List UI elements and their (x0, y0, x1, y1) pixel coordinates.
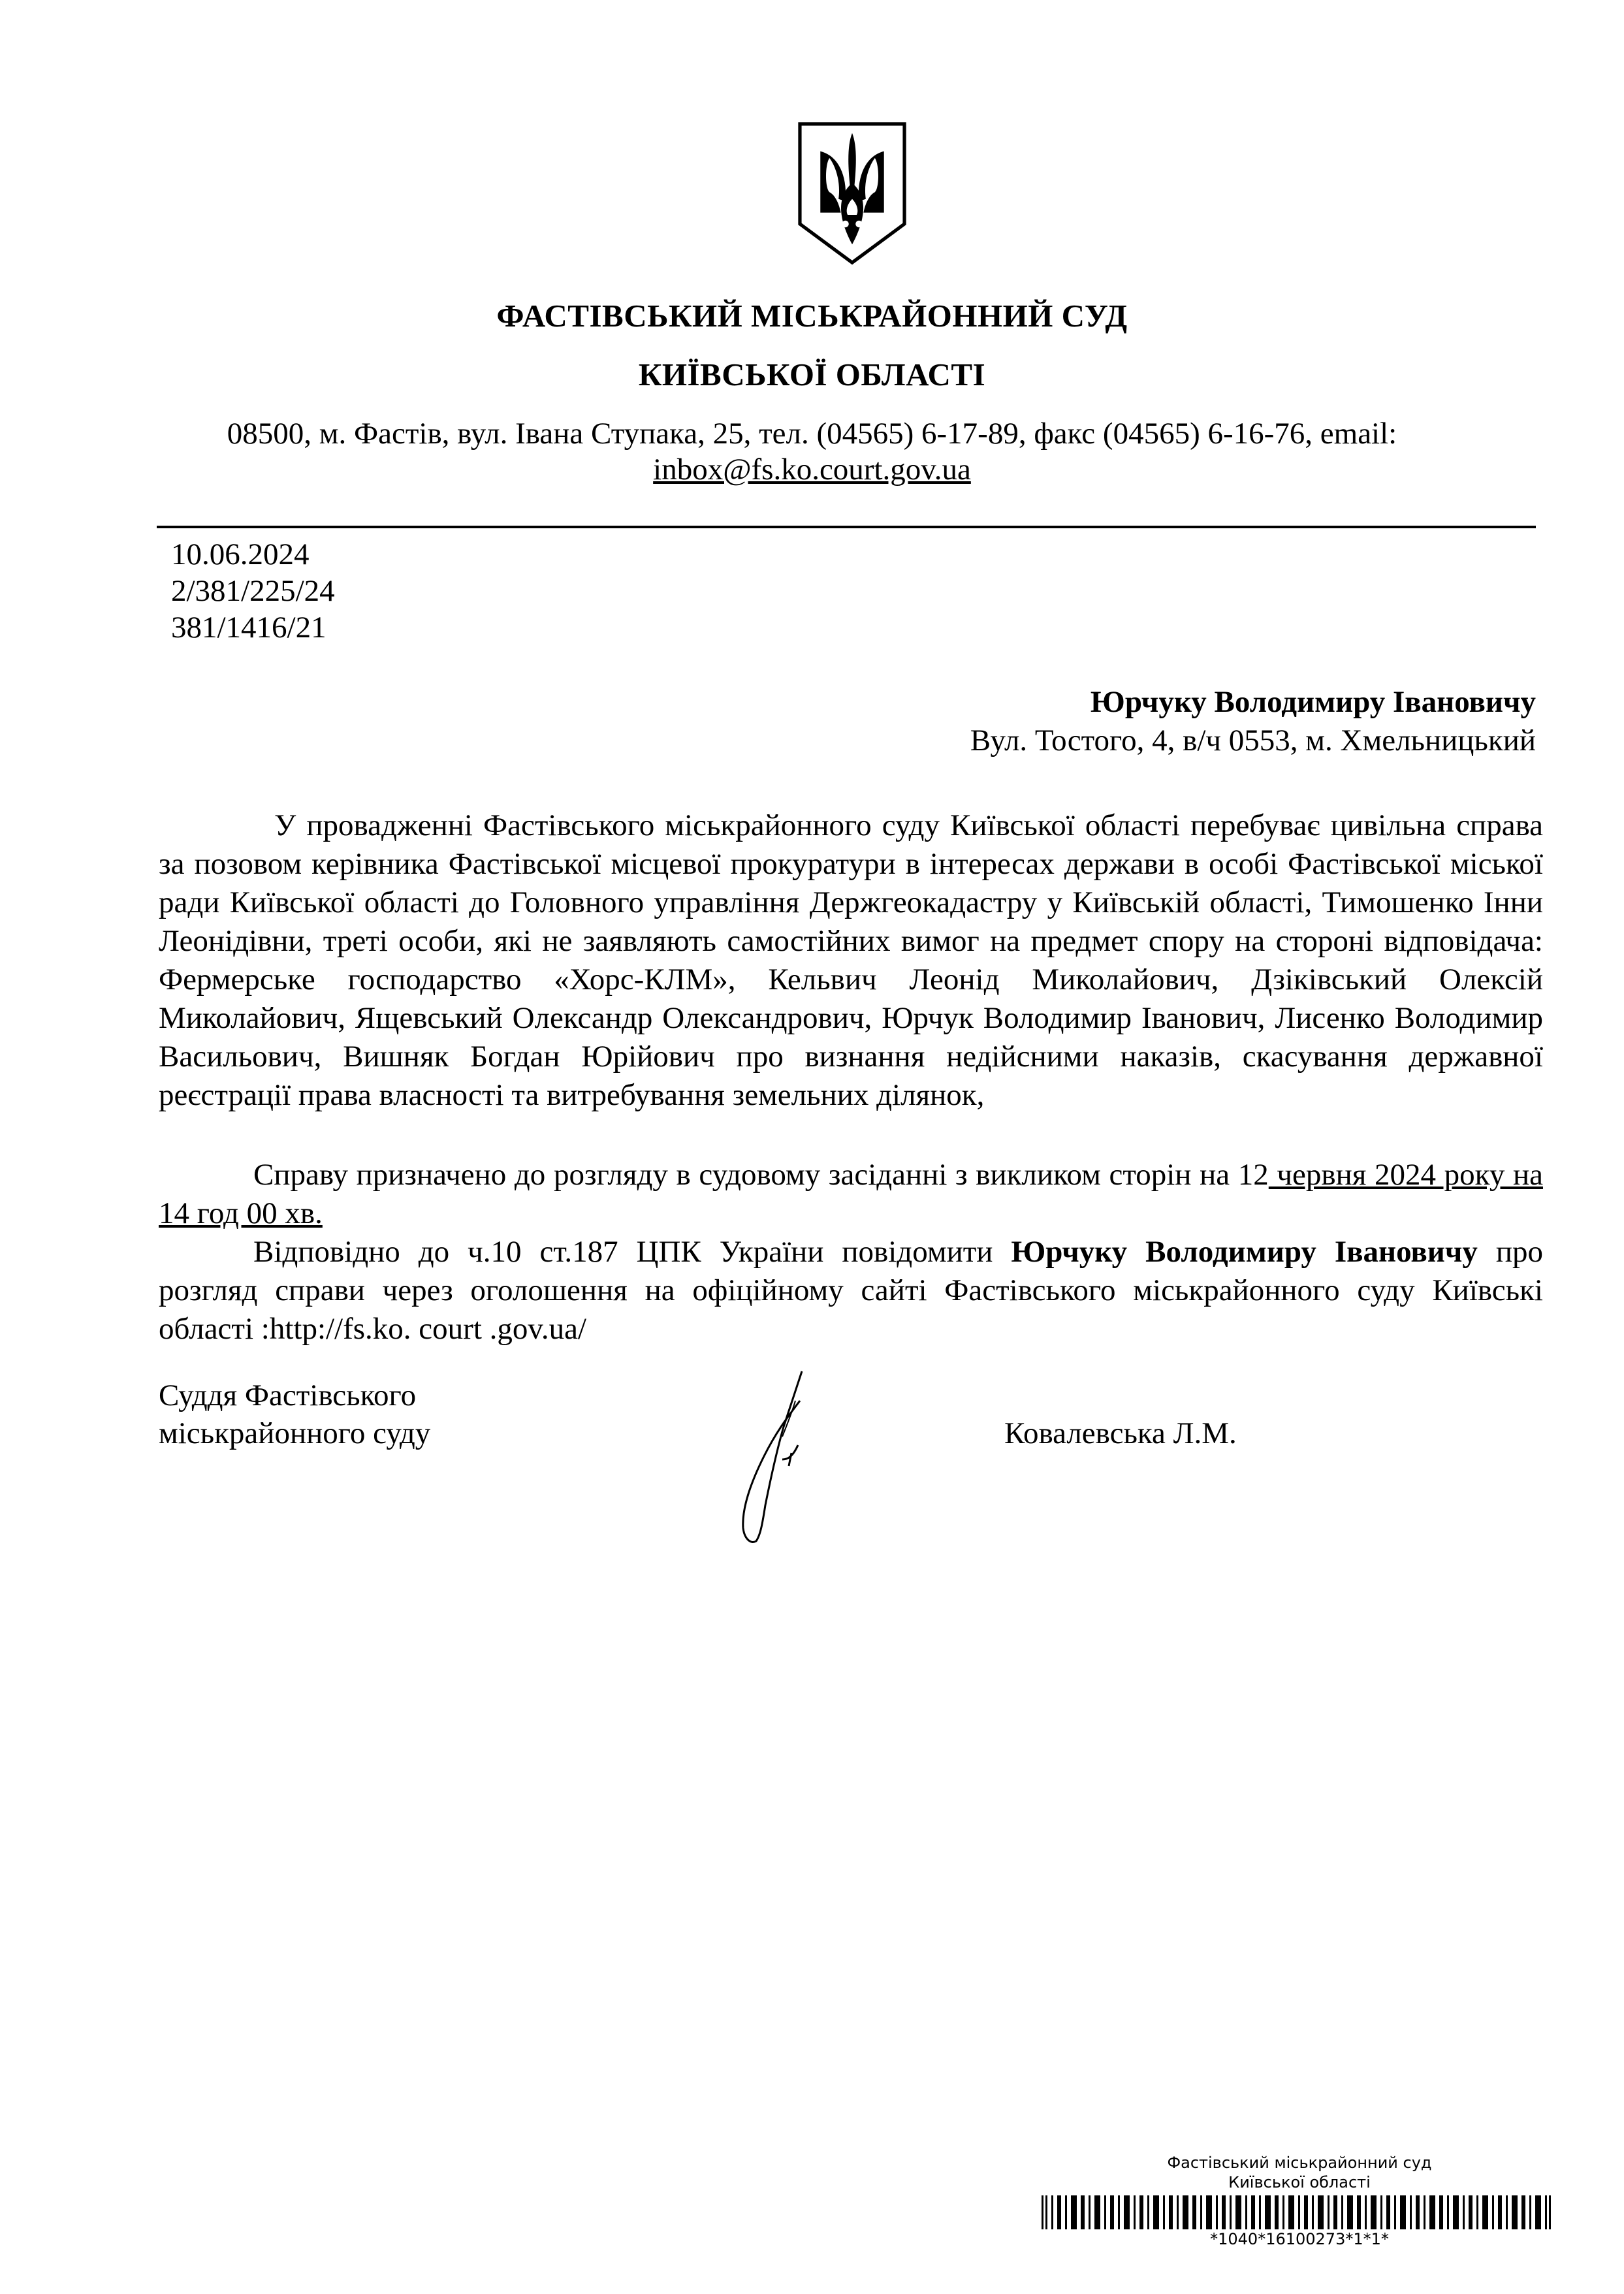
hearing-schedule-paragraph (159, 1156, 1543, 1233)
notification-text-end: про розгляд справи через оголошення на офіційному сайті Фастівського міськрайонного суду Київські області :http://fs.ko. court .gov.ua/ (159, 1235, 1543, 1346)
court-email-line (0, 452, 1624, 487)
case-description-paragraph: У провадженні Фастівського міськрайонного суду Київської області перебуває цивільна справа за позовом керівника Фастівської місцевої прокуратури в інтересах держави в особі Фастівської міської ради Київської області до Головного управління Держгеокадастру у Київській області, Тимошенко Інни Леонідівни, треті особи, які не заявляють самостійних вимог на предмет спору на стороні відповідача: Фермерське господарство «Хорс-КЛМ», Кельвич Леонід Миколайович, Дзіківський Олексій Миколайович, Ящевський Олександр Олександрович, Юрчук Володимир Іванович, Лисенко Володимир Васильович, Вишняк Богдан Юрійович про визнання недійсними наказів, скасування державної реєстрації права власності та витребування земельних ділянок, (159, 808, 1543, 1112)
stamp-region: Київської області (1228, 2173, 1371, 2191)
court-email-link[interactable]: inbox@fs.ko.court.gov.ua (653, 453, 971, 486)
header-divider (157, 526, 1536, 528)
hearing-text: Справу призначено до розгляду в судовому засіданні з викликом сторін на 12 (253, 1158, 1269, 1192)
recipient-address: Вул. Тостого, 4, в/ч 0553, м. Хмельницький (970, 724, 1536, 757)
barcode-number: *1040*16100273*1*1* (1210, 2230, 1389, 2248)
court-address: 08500, м. Фастів, вул. Івана Ступака, 25, тел. (04565) 6-17-89, факс (04565) 6-16-76, email: (227, 417, 1397, 451)
signature-icon (725, 1362, 823, 1551)
stamp-court-name: Фастівський міськрайонний суд (1167, 2154, 1432, 2172)
barcode-icon (1042, 2195, 1551, 2229)
judge-position-line1: Суддя Фастівського (159, 1378, 417, 1412)
judge-name: Ковалевська Л.М. (1004, 1416, 1237, 1450)
recipient-name: Юрчуку Володимиру Івановичу (1090, 685, 1536, 719)
notification-text: Відповідно до ч.10 ст.187 ЦПК України повідомити (253, 1235, 1011, 1269)
hearing-date-time: червня 2024 року на 14 год 00 хв. (159, 1158, 1543, 1230)
document-date: 10.06.2024 (171, 537, 310, 571)
judge-position-line2: міськрайонного суду (159, 1416, 431, 1450)
notification-paragraph (159, 1233, 1543, 1348)
court-region-title: КИЇВСЬКОЇ ОБЛАСТІ (638, 357, 986, 392)
outgoing-number: 2/381/225/24 (171, 574, 335, 608)
case-number: 381/1416/21 (171, 611, 326, 645)
court-title: ФАСТІВСЬКИЙ МІСЬКРАЙОННИЙ СУД (496, 298, 1128, 334)
trident-emblem-icon (795, 119, 909, 268)
notified-person-name: Юрчуку Володимиру Івановичу (1011, 1235, 1478, 1269)
